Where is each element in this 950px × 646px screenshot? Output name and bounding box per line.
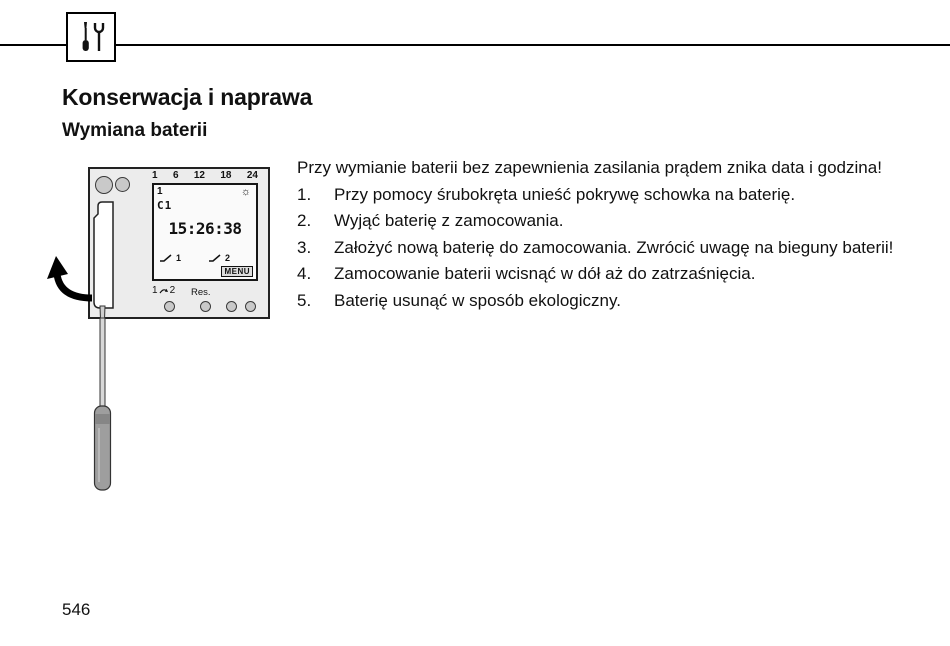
step-text: Zamocowanie baterii wcisnąć w dół aż do zatrzaśnięcia. — [334, 264, 756, 283]
time-readout: 15:26:38 — [168, 219, 242, 238]
reset-label: Res. — [191, 287, 211, 298]
step-number: 4. — [297, 264, 312, 283]
pry-arrow — [57, 274, 92, 298]
day-segment: C1 — [157, 199, 173, 212]
step-text: Wyjąć baterię z zamocowania. — [334, 211, 564, 230]
step-item — [297, 208, 897, 235]
page-title: Konserwacja i naprawa — [62, 84, 313, 110]
scale-tick: 12 — [193, 170, 205, 181]
battery-cover-and-screwdriver-illustration — [40, 160, 180, 510]
relay-contact-icon — [208, 253, 223, 263]
step-text: Założyć nową baterię do zamocowania. Zwrócić uwagę na bieguny baterii! — [334, 237, 894, 257]
battery-cover — [94, 202, 113, 308]
section-title: Wymiana baterii — [62, 120, 208, 141]
instructions-column — [297, 155, 897, 314]
menu-label: MENU — [221, 266, 253, 277]
scale-tick: 18 — [220, 170, 232, 181]
service-icon-box — [66, 12, 116, 62]
intro-text: Przy wymianie baterii bez zapewnienia zasilania prądem znika data i godzina! — [297, 158, 882, 177]
screwdriver-handle-band — [96, 414, 110, 424]
sun-icon: ☼ — [240, 186, 251, 198]
steps-list — [297, 182, 897, 315]
relay-channel-2 — [208, 253, 230, 263]
relay-number: 1 — [176, 253, 182, 263]
pry-arrow-head — [47, 256, 68, 279]
step-number: 5. — [297, 290, 312, 310]
scale-tick: 1 — [152, 170, 158, 181]
scale-tick: 24 — [246, 170, 258, 181]
scale-tick: 6 — [172, 170, 179, 181]
page-number: 546 — [62, 600, 91, 619]
step-item — [297, 261, 897, 288]
relay-number: 2 — [225, 253, 231, 263]
toggle-left: 1 — [152, 285, 158, 296]
step-text: Baterię usunąć w sposób ekologiczny. — [334, 290, 621, 310]
step-item — [297, 182, 897, 209]
service-tools-icon — [76, 20, 106, 54]
step-item — [297, 235, 897, 262]
channel-indicator: 1 — [157, 186, 163, 197]
device-key — [226, 301, 237, 312]
header-rule — [0, 44, 950, 46]
step-number: 2. — [297, 211, 312, 230]
step-number: 1. — [297, 184, 312, 204]
step-item — [297, 288, 897, 315]
step-text: Przy pomocy śrubokręta unieść pokrywę schowka na baterię. — [334, 184, 796, 204]
toggle-right: 2 — [169, 285, 176, 296]
device-key — [245, 301, 256, 312]
step-number: 3. — [297, 237, 312, 257]
screwdriver-shaft — [100, 318, 105, 408]
device-key — [200, 301, 211, 312]
